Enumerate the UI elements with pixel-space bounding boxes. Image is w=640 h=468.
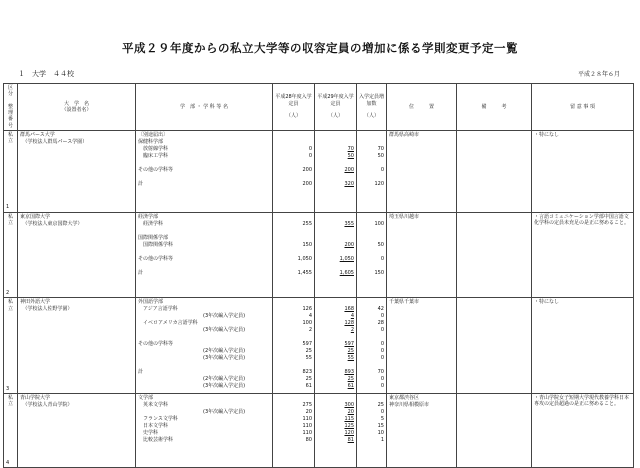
value	[275, 160, 312, 167]
value: 50	[377, 152, 384, 159]
university-founder: （学校法人東京国際大学）	[20, 220, 83, 227]
value: 200	[344, 241, 354, 248]
university-founder: （学校法人佐野学園）	[20, 306, 73, 313]
value	[275, 228, 312, 235]
department-line	[138, 249, 270, 256]
value: 255	[302, 220, 312, 227]
value: 0	[380, 327, 384, 334]
value: 893	[344, 369, 354, 376]
value: 4	[350, 313, 354, 320]
value: 1	[380, 437, 384, 443]
value	[359, 174, 384, 181]
division-cell	[4, 298, 18, 394]
value	[317, 174, 354, 181]
value: 70	[377, 145, 384, 152]
department-line	[138, 160, 270, 167]
value: 42	[377, 306, 384, 313]
value	[317, 160, 354, 167]
value	[359, 395, 384, 402]
university-name: 群馬パース大学	[20, 131, 55, 138]
change-schedule-table	[3, 83, 634, 468]
value: 0	[380, 313, 384, 320]
value	[317, 263, 354, 270]
department-line: (3年次編入学定員)	[138, 355, 246, 362]
value	[317, 249, 354, 256]
value: 4	[308, 313, 312, 320]
value: 5	[380, 416, 384, 422]
location-cell	[387, 394, 457, 468]
capacity-28-cell	[273, 298, 315, 394]
row-number: 2	[6, 290, 10, 296]
value: 55	[305, 355, 312, 362]
value: 275	[302, 402, 312, 408]
value: 61	[347, 383, 354, 390]
value: 25	[377, 402, 384, 408]
division-label: 私立	[7, 299, 13, 312]
value: 0	[380, 166, 384, 173]
value	[317, 214, 354, 221]
capacity-29-cell	[315, 394, 357, 468]
remarks-cell	[457, 130, 532, 212]
value: 150	[302, 241, 312, 248]
row-number: 1	[6, 204, 10, 211]
value	[275, 362, 312, 369]
value: 823	[302, 369, 312, 376]
value: 25	[347, 348, 354, 355]
value: 0	[380, 341, 384, 348]
department-line: (2年次編入学定員)	[138, 376, 246, 383]
department-line	[138, 174, 270, 181]
division-label: 私立	[7, 213, 13, 226]
department-line: その他の学科等	[138, 166, 174, 173]
value: 20	[305, 409, 312, 415]
value	[275, 334, 312, 341]
university-founder: （学校法人群馬パース学園）	[20, 138, 88, 145]
value: 115	[344, 416, 354, 422]
value: 81	[347, 437, 354, 443]
value	[275, 299, 312, 306]
row-number: 4	[6, 459, 10, 466]
value	[317, 362, 354, 369]
department-cell	[136, 130, 273, 212]
header-university: 大 学 名 （設置者名）	[18, 84, 136, 131]
row-number: 3	[6, 385, 10, 392]
location-text: 千葉県千葉市	[389, 299, 420, 306]
value: 1,050	[297, 255, 312, 262]
value: 0	[380, 348, 384, 355]
value: 70	[377, 369, 384, 376]
value: 120	[374, 180, 384, 187]
value: 20	[347, 409, 354, 415]
value	[275, 139, 312, 146]
department-line: 日本文学科	[138, 423, 169, 429]
department-line: 史学科	[138, 430, 159, 436]
value: 0	[380, 355, 384, 362]
value: 0	[380, 409, 384, 415]
value: 0	[380, 255, 384, 262]
department-line: 保健科学部	[138, 138, 164, 145]
value	[275, 395, 312, 402]
value	[275, 214, 312, 221]
university-cell	[18, 298, 136, 394]
university-name: 青山学院大学	[20, 395, 51, 401]
value: 1,455	[297, 269, 312, 276]
value: 0	[380, 376, 384, 383]
value: 110	[302, 416, 312, 422]
value: 110	[302, 423, 312, 429]
notes-cell	[532, 298, 634, 394]
university-count: １ 大学 ４４校	[18, 70, 74, 78]
value: 128	[344, 320, 354, 327]
department-line: 計	[138, 180, 144, 187]
department-line: 経済学部	[138, 213, 159, 220]
value: 70	[347, 145, 354, 152]
value: 110	[302, 430, 312, 436]
capacity-29-cell	[315, 212, 357, 298]
capacity-28-cell	[273, 394, 315, 468]
division-label: 私立	[7, 395, 13, 408]
value: 597	[302, 341, 312, 348]
value: 15	[377, 423, 384, 429]
value: 320	[344, 180, 354, 187]
value: 1,050	[339, 255, 354, 262]
department-line: (3年次編入学定員)	[138, 409, 246, 415]
capacity-28-cell	[273, 130, 315, 212]
value: 200	[302, 166, 312, 173]
value: 2	[350, 327, 354, 334]
department-line	[138, 228, 270, 235]
department-line: その他の学科等	[138, 341, 174, 348]
note-text: ・青山学院女子短期大学現代教養学科日本専攻の定員超過の是正に努めること。	[534, 395, 630, 408]
location-cell	[387, 212, 457, 298]
department-line	[138, 263, 270, 270]
department-line	[138, 362, 270, 369]
capacity-29-cell	[315, 130, 357, 212]
department-line: (3年次編入学定員)	[138, 327, 246, 334]
department-line: イベロアメリカ言語学科	[138, 320, 198, 327]
division-label: 私立	[7, 131, 13, 144]
department-line: フランス文学科	[138, 416, 178, 422]
table-row	[4, 394, 634, 468]
value	[317, 395, 354, 402]
department-cell	[136, 298, 273, 394]
value	[317, 299, 354, 306]
division-cell	[4, 130, 18, 212]
department-line: 文学部	[138, 395, 154, 401]
value: 200	[344, 166, 354, 173]
university-founder: （学校法人青山学院）	[20, 402, 73, 408]
department-cell	[136, 212, 273, 298]
capacity-28-cell	[273, 212, 315, 298]
notes-cell	[532, 394, 634, 468]
location-cell	[387, 298, 457, 394]
department-cell	[136, 394, 273, 468]
value: 25	[305, 376, 312, 383]
value: 50	[377, 241, 384, 248]
increase-cell	[357, 212, 387, 298]
value	[275, 174, 312, 181]
increase-cell	[357, 394, 387, 468]
department-line: 放射線学科	[138, 145, 169, 152]
location-text: 埼玉県川越市	[389, 213, 420, 220]
value: 597	[344, 341, 354, 348]
value: 200	[302, 180, 312, 187]
value	[359, 334, 384, 341]
table-row	[4, 212, 634, 298]
value: 126	[302, 306, 312, 313]
header-capacity-28: 平成28年度入学定員 （人）	[273, 84, 315, 131]
value: 61	[305, 383, 312, 390]
value	[359, 362, 384, 369]
note-text: ・特になし	[534, 131, 560, 138]
value	[359, 214, 384, 221]
remarks-cell	[457, 298, 532, 394]
location-cell	[387, 130, 457, 212]
value	[275, 263, 312, 270]
table-row	[4, 298, 634, 394]
capacity-29-cell	[315, 298, 357, 394]
document-date: 平成２８年６月	[577, 71, 620, 78]
value	[359, 132, 384, 139]
department-line: アジア言語学科	[138, 306, 178, 313]
value: 355	[344, 220, 354, 227]
value: 0	[380, 383, 384, 390]
value	[317, 132, 354, 139]
header-capacity-29: 平成29年度入学定員 （人）	[315, 84, 357, 131]
value: 100	[374, 220, 384, 227]
value: 125	[344, 423, 354, 429]
department-line: (3年次編入学定員)	[138, 313, 246, 320]
department-line: 〔別途届出〕	[138, 131, 169, 138]
department-line: その他の学科等	[138, 255, 174, 262]
value	[359, 228, 384, 235]
university-name: 神田外語大学	[20, 299, 51, 306]
value: 2	[308, 327, 312, 334]
university-name: 東京国際大学	[20, 213, 51, 220]
value: 1,605	[339, 269, 354, 276]
header-department: 学 部 ・ 学 科 等 名	[136, 84, 273, 131]
value: 55	[347, 355, 354, 362]
remarks-cell	[457, 394, 532, 468]
value	[275, 235, 312, 242]
department-line: 計	[138, 269, 144, 276]
notes-cell	[532, 212, 634, 298]
value: 0	[308, 152, 312, 159]
value	[317, 334, 354, 341]
university-cell	[18, 394, 136, 468]
header-remarks: 備 考	[457, 84, 532, 131]
value: 150	[374, 269, 384, 276]
department-line: (3年次編入学定員)	[138, 383, 246, 390]
department-line: 経済学科	[138, 220, 164, 227]
table-row	[4, 130, 634, 212]
location-text: 群馬県高崎市	[389, 131, 420, 138]
value	[359, 299, 384, 306]
value: 168	[344, 306, 354, 313]
value: 0	[308, 145, 312, 152]
department-line: 国際関係学科	[138, 241, 174, 248]
notes-cell	[532, 130, 634, 212]
division-cell	[4, 212, 18, 298]
department-line: 臨床工学科	[138, 152, 169, 159]
value: 80	[305, 437, 312, 443]
value	[359, 249, 384, 256]
increase-cell	[357, 130, 387, 212]
header-location: 位 置	[387, 84, 457, 131]
value: 25	[347, 376, 354, 383]
value: 120	[344, 430, 354, 436]
value	[359, 235, 384, 242]
department-line: 国際関係学部	[138, 234, 169, 241]
department-line: (2年次編入学定員)	[138, 348, 246, 355]
department-line: 計	[138, 369, 144, 376]
value	[359, 160, 384, 167]
value	[317, 139, 354, 146]
value	[317, 228, 354, 235]
department-line: 比較芸術学科	[138, 437, 174, 443]
department-line: 外国語学部	[138, 299, 164, 306]
header-row	[4, 84, 634, 131]
location-text: 東京都渋谷区	[389, 395, 420, 401]
header-increase: 入学定員増加数 （人）	[357, 84, 387, 131]
increase-cell	[357, 298, 387, 394]
location-text: 神奈川県相模原市	[389, 402, 430, 408]
note-text: ・特になし	[534, 299, 560, 306]
value	[317, 235, 354, 242]
value: 28	[377, 320, 384, 327]
value: 100	[302, 320, 312, 327]
value: 10	[377, 430, 384, 436]
division-cell	[4, 394, 18, 468]
value: 25	[305, 348, 312, 355]
note-text: ・言語コミュニケーション学部中国言語文化学科の定員未充足の是正に努めること。	[534, 213, 630, 226]
university-cell	[18, 212, 136, 298]
value	[275, 249, 312, 256]
value	[275, 132, 312, 139]
value: 50	[347, 152, 354, 159]
header-notes: 留 意 事 項	[532, 84, 634, 131]
department-line: 英米文学科	[138, 402, 169, 408]
value: 300	[344, 402, 354, 408]
value	[359, 139, 384, 146]
value	[359, 263, 384, 270]
remarks-cell	[457, 212, 532, 298]
page-title: 平成２９年度からの私立大学等の収容定員の増加に係る学則変更予定一覧	[122, 41, 518, 55]
header-division: 区分 整理番号	[4, 84, 18, 131]
university-cell	[18, 130, 136, 212]
